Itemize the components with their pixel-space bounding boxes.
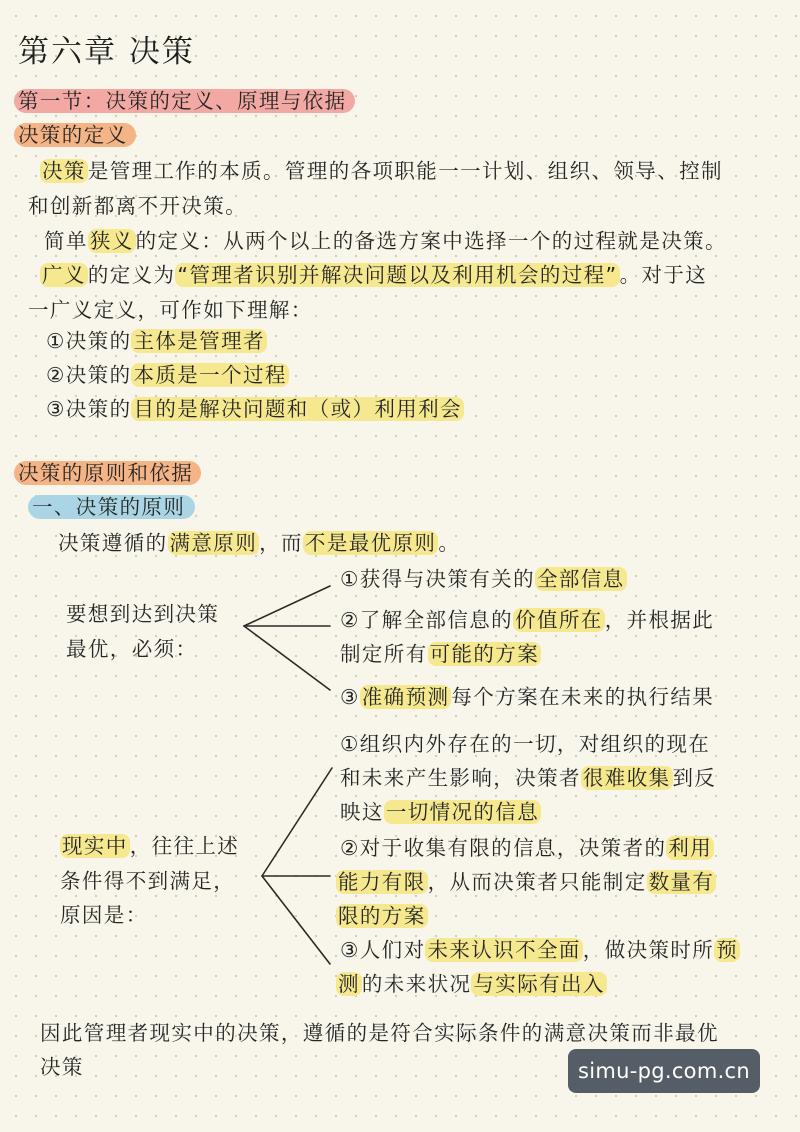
highlight: 限的方案 — [338, 904, 426, 928]
definition-heading-text: 决策的定义 — [14, 123, 136, 147]
highlight: “管理者识别并解决问题以及利用机会的过程” — [177, 263, 618, 287]
highlight: 未来认识不全面 — [427, 938, 581, 962]
reality-label-line-2: 条件得不到满足， — [60, 869, 236, 893]
highlight: 价值所在 — [515, 608, 603, 632]
highlight: 测 — [338, 972, 360, 996]
watermark-badge: simu-pg.com.cn — [568, 1049, 760, 1093]
optimal-condition-3 — [340, 680, 714, 714]
highlight: 目的是解决问题和（或）利用利会 — [133, 397, 462, 421]
reason-1-line-1: ①组织内外存在的一切，对组织的现在 — [340, 732, 711, 756]
reason-2-line-2 — [336, 865, 716, 899]
text: 每个方案在未来的执行结果 — [451, 685, 715, 709]
highlight: 现实中 — [62, 834, 128, 858]
broad-definition-line-2: 一广义定义，可作如下理解： — [28, 298, 313, 322]
highlight: 本质是一个过程 — [133, 363, 287, 387]
optimal-condition-2-line-1 — [340, 603, 714, 637]
text: 决策遵循的 — [58, 531, 168, 555]
text: 的未来状况 — [361, 972, 472, 996]
highlight: 不是最优原则 — [304, 531, 437, 555]
highlight: 狭义 — [89, 229, 134, 253]
definition-paragraph-1-line-2: 和创新都离不开决策。 — [28, 194, 247, 218]
reality-label-line-1 — [60, 829, 239, 863]
highlight: 利用 — [668, 836, 713, 860]
highlight: 能力有限 — [338, 870, 426, 894]
text: 。对于这 — [619, 263, 708, 287]
highlight: 全部信息 — [536, 567, 625, 591]
text: ，做决策时所 — [582, 938, 715, 962]
text: 的定义：从两个以上的备选方案中选择一个的过程就是决策。 — [135, 229, 727, 253]
optimal-label-line-2: 最优，必须： — [66, 637, 198, 661]
reason-1-line-3 — [340, 795, 541, 829]
text: ③决策的 — [46, 397, 132, 421]
optimal-label-line-1: 要想到达到决策 — [66, 602, 220, 626]
highlight: 很难收集 — [582, 766, 671, 790]
highlight: 主体是管理者 — [133, 329, 265, 353]
text: 和未来产生影响，决策者 — [340, 766, 581, 790]
highlight: 预 — [716, 938, 739, 962]
text: 的定义为 — [87, 263, 176, 287]
highlight: 数量有 — [648, 870, 715, 894]
text: 映这 — [340, 800, 384, 824]
text: 制定所有 — [340, 642, 428, 666]
text: ，并根据此 — [604, 608, 715, 632]
text: ①获得与决策有关的 — [340, 567, 535, 591]
conclusion-line-1: 因此管理者现实中的决策，遵循的是符合实际条件的满意决策而非最优 — [40, 1021, 719, 1045]
conclusion-line-2: 决策 — [40, 1055, 84, 1079]
reason-3-line-2 — [336, 967, 607, 1001]
text: 到反 — [672, 766, 717, 790]
text: ③ — [340, 685, 360, 709]
reason-2-line-3 — [336, 899, 428, 933]
text: ，从而决策者只能制定 — [427, 870, 647, 894]
text: ②决策的 — [46, 363, 132, 387]
principles-subheading-text: 一、决策的原则 — [28, 495, 195, 519]
text: 是管理工作的本质。管理的各项职能一一计划、组织、领导、控制 — [87, 159, 723, 183]
text: ②对于收集有限的信息，决策者的 — [340, 836, 667, 860]
optimal-condition-2-line-2 — [340, 637, 541, 671]
reality-label-line-3: 原因是： — [60, 903, 148, 927]
reason-3-line-1 — [340, 933, 740, 967]
optimal-condition-1 — [340, 562, 627, 596]
text: ②了解全部信息的 — [340, 608, 514, 632]
text: ③人们对 — [340, 938, 426, 962]
section-title-text: 第一节：决策的定义、原理与依据 — [14, 89, 355, 113]
reason-2-line-1 — [340, 831, 714, 865]
text: ①决策的 — [46, 329, 132, 353]
text: 简单 — [44, 229, 88, 253]
text: ，而 — [259, 531, 303, 555]
highlight: 广义 — [42, 263, 86, 287]
principles-heading-text: 决策的原则和依据 — [14, 461, 201, 485]
highlight: 准确预测 — [361, 685, 450, 709]
highlight: 一切情况的信息 — [385, 800, 540, 824]
reason-1-line-2 — [340, 761, 716, 795]
text: 。 — [438, 531, 461, 555]
highlight: 满意原则 — [169, 531, 258, 555]
page-title: 第六章 决策 — [18, 34, 195, 70]
highlight: 可能的方案 — [429, 642, 540, 666]
text: ，往往上述 — [129, 834, 240, 858]
highlight: 决策 — [42, 159, 86, 183]
highlight: 与实际有出入 — [473, 972, 605, 996]
